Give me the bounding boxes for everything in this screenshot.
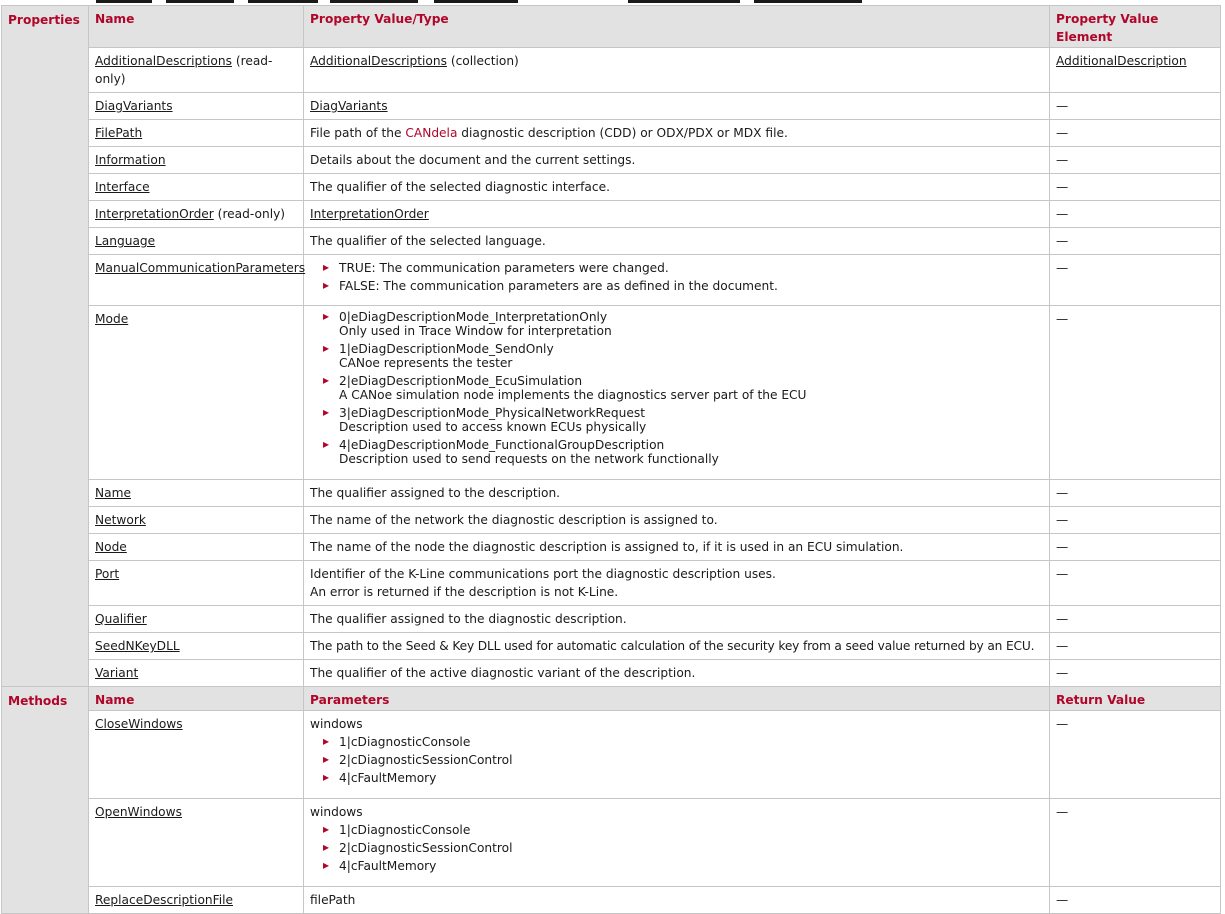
- method-parameters: filePath: [304, 887, 1050, 914]
- property-name: [89, 660, 304, 687]
- property-element: —: [1050, 633, 1221, 660]
- property-value: The qualifier assigned to the description.: [304, 480, 1050, 507]
- property-name: [89, 228, 304, 255]
- list-item: ▸ 2|cDiagnosticSessionControl: [310, 753, 1043, 767]
- mode-description: Only used in Trace Window for interpretation: [339, 324, 612, 338]
- property-link-filepath[interactable]: FilePath: [95, 126, 143, 140]
- table-row: [2, 606, 1221, 633]
- value-link-additionaldescriptions[interactable]: AdditionalDescriptions: [310, 54, 447, 68]
- property-element: —: [1050, 228, 1221, 255]
- list-item: ▸ 4|cFaultMemory: [310, 771, 1043, 785]
- property-value: The qualifier assigned to the diagnostic description.: [304, 606, 1050, 633]
- properties-methods-table: [1, 5, 1221, 914]
- property-value: The qualifier of the active diagnostic variant of the description.: [304, 660, 1050, 687]
- method-parameters: [304, 711, 1050, 799]
- property-name: [89, 174, 304, 201]
- property-element: —: [1050, 120, 1221, 147]
- property-name: [89, 480, 304, 507]
- property-value: The qualifier of the selected language.: [304, 228, 1050, 255]
- parameter-name: windows: [310, 717, 363, 731]
- property-value: [304, 255, 1050, 306]
- col-header-name: Name: [89, 687, 304, 711]
- bullet-list: [310, 261, 1043, 293]
- name-suffix: (read-only): [213, 207, 286, 221]
- table-row: [2, 633, 1221, 660]
- table-row: [2, 561, 1221, 606]
- property-element: —: [1050, 93, 1221, 120]
- table-row: [2, 711, 1221, 799]
- table-row: [2, 480, 1221, 507]
- method-return-value: —: [1050, 711, 1221, 799]
- methods-header-row: [2, 687, 1221, 711]
- property-value: The name of the network the diagnostic description is assigned to.: [304, 507, 1050, 534]
- list-item: [310, 438, 1043, 466]
- method-link-closewindows[interactable]: CloseWindows: [95, 717, 183, 731]
- col-header-name: Name: [89, 6, 304, 48]
- methods-section-label: Methods: [2, 687, 89, 914]
- list-item: ▸ 1|cDiagnosticConsole: [310, 823, 1043, 837]
- mode-value: ▸ 3|eDiagDescriptionMode_PhysicalNetworkRequest: [339, 406, 646, 420]
- value-text: Identifier of the K-Line communications port the diagnostic description uses.: [310, 567, 776, 581]
- value-link-diagvariants[interactable]: DiagVariants: [310, 99, 388, 113]
- property-name: [89, 534, 304, 561]
- value-text: diagnostic description (CDD) or ODX/PDX or MDX file.: [457, 126, 788, 140]
- col-header-property-value-element: Property Value Element: [1050, 6, 1221, 48]
- candela-brand-text: CANdela: [405, 126, 458, 140]
- table-row: [2, 48, 1221, 93]
- table-row: [2, 174, 1221, 201]
- list-item: [310, 374, 1043, 402]
- table-row: [2, 120, 1221, 147]
- property-name: [89, 255, 304, 306]
- table-row: [2, 887, 1221, 914]
- name-suffix: (read-only): [95, 54, 273, 86]
- list-item: [310, 342, 1043, 370]
- property-element: —: [1050, 201, 1221, 228]
- property-element: —: [1050, 174, 1221, 201]
- property-link-diagvariants[interactable]: DiagVariants: [95, 99, 173, 113]
- table-row: [2, 660, 1221, 687]
- mode-value: ▸ 2|eDiagDescriptionMode_EcuSimulation: [339, 374, 583, 388]
- table-row: [2, 534, 1221, 561]
- properties-section-label: Properties: [2, 6, 89, 687]
- property-value: [304, 48, 1050, 93]
- table-row: [2, 201, 1221, 228]
- property-name: [89, 507, 304, 534]
- bullet-list: [310, 823, 1043, 873]
- property-value: [304, 561, 1050, 606]
- property-link-variant[interactable]: Variant: [95, 666, 139, 680]
- property-name: [89, 201, 304, 228]
- table-row: [2, 306, 1221, 480]
- table-row: [2, 507, 1221, 534]
- method-return-value: —: [1050, 887, 1221, 914]
- property-link-node[interactable]: Node: [95, 540, 127, 554]
- property-element: —: [1050, 534, 1221, 561]
- table-row: [2, 93, 1221, 120]
- property-element: —: [1050, 507, 1221, 534]
- property-name: [89, 120, 304, 147]
- value-link-interpretationorder[interactable]: InterpretationOrder: [310, 207, 429, 221]
- property-element: —: [1050, 255, 1221, 306]
- list-item: [310, 310, 1043, 338]
- method-name: [89, 799, 304, 887]
- mode-value: ▸ 1|eDiagDescriptionMode_SendOnly: [339, 342, 554, 356]
- property-value: [304, 201, 1050, 228]
- property-name: [89, 606, 304, 633]
- list-item: ▸ TRUE: The communication parameters were changed.: [310, 261, 1043, 275]
- mode-value: ▸ 4|eDiagDescriptionMode_FunctionalGroupDescription: [339, 438, 665, 452]
- parameter-name: windows: [310, 805, 363, 819]
- property-name: [89, 147, 304, 174]
- property-link-port[interactable]: Port: [95, 567, 120, 581]
- property-element: —: [1050, 660, 1221, 687]
- property-value: [304, 120, 1050, 147]
- property-name: [89, 93, 304, 120]
- property-name: [89, 633, 304, 660]
- bullet-list: [310, 735, 1043, 785]
- table-row: [2, 255, 1221, 306]
- property-element: —: [1050, 147, 1221, 174]
- property-value: Details about the document and the current settings.: [304, 147, 1050, 174]
- property-name: [89, 306, 304, 480]
- method-name: [89, 711, 304, 799]
- list-item: ▸ FALSE: The communication parameters are as defined in the document.: [310, 279, 1043, 293]
- property-link-seednkeydll[interactable]: SeedNKeyDLL: [95, 639, 180, 653]
- value-suffix: (collection): [446, 54, 519, 68]
- property-value: [304, 306, 1050, 480]
- property-name: [89, 561, 304, 606]
- method-name: [89, 887, 304, 914]
- col-header-parameters: Parameters: [304, 687, 1050, 711]
- list-item: [310, 406, 1043, 434]
- property-element: [1050, 48, 1221, 93]
- property-link-manualcommunicationparameters[interactable]: ManualCommunicationParameters: [95, 261, 306, 275]
- property-value: The qualifier of the selected diagnostic interface.: [304, 174, 1050, 201]
- property-link-interpretationorder[interactable]: InterpretationOrder: [95, 207, 214, 221]
- property-element: —: [1050, 606, 1221, 633]
- list-item: ▸ 2|cDiagnosticSessionControl: [310, 841, 1043, 855]
- col-header-return-value: Return Value: [1050, 687, 1221, 711]
- property-link-qualifier[interactable]: Qualifier: [95, 612, 147, 626]
- table-row: [2, 147, 1221, 174]
- mode-bullet-list: [310, 310, 1043, 466]
- property-link-interface[interactable]: Interface: [95, 180, 150, 194]
- method-parameters: [304, 799, 1050, 887]
- mode-description: A CANoe simulation node implements the diagnostics server part of the ECU: [339, 388, 807, 402]
- mode-value: ▸ 0|eDiagDescriptionMode_InterpretationOnly: [339, 310, 608, 324]
- mode-description: Description used to send requests on the network functionally: [339, 452, 719, 466]
- property-value: The name of the node the diagnostic description is assigned to, if it is used in an ECU simulation.: [304, 534, 1050, 561]
- property-link-language[interactable]: Language: [95, 234, 156, 248]
- table-row: [2, 228, 1221, 255]
- method-link-replacedescriptionfile[interactable]: ReplaceDescriptionFile: [95, 893, 234, 907]
- property-link-name[interactable]: Name: [95, 486, 131, 500]
- element-link-additionaldescription[interactable]: AdditionalDescription: [1056, 54, 1187, 68]
- list-item: ▸ 4|cFaultMemory: [310, 859, 1043, 873]
- method-link-openwindows[interactable]: OpenWindows: [95, 805, 182, 819]
- property-link-mode[interactable]: Mode: [95, 312, 129, 326]
- mode-description: Description used to access known ECUs physically: [339, 420, 647, 434]
- property-element: —: [1050, 561, 1221, 606]
- property-element: —: [1050, 306, 1221, 480]
- property-link-information[interactable]: Information: [95, 153, 166, 167]
- mode-description: CANoe represents the tester: [339, 356, 513, 370]
- list-item: ▸ 1|cDiagnosticConsole: [310, 735, 1043, 749]
- property-name: [89, 48, 304, 93]
- method-return-value: —: [1050, 799, 1221, 887]
- property-link-network[interactable]: Network: [95, 513, 146, 527]
- property-value: The path to the Seed & Key DLL used for automatic calculation of the security key from a seed value returned by an ECU.: [304, 633, 1050, 660]
- properties-header-row: [2, 6, 1221, 48]
- table-row: [2, 799, 1221, 887]
- col-header-property-value: Property Value/Type: [304, 6, 1050, 48]
- property-value: [304, 93, 1050, 120]
- value-text: File path of the: [310, 126, 406, 140]
- property-link-additionaldescriptions[interactable]: AdditionalDescriptions: [95, 54, 232, 68]
- property-element: —: [1050, 480, 1221, 507]
- value-text: An error is returned if the description is not K-Line.: [310, 585, 619, 599]
